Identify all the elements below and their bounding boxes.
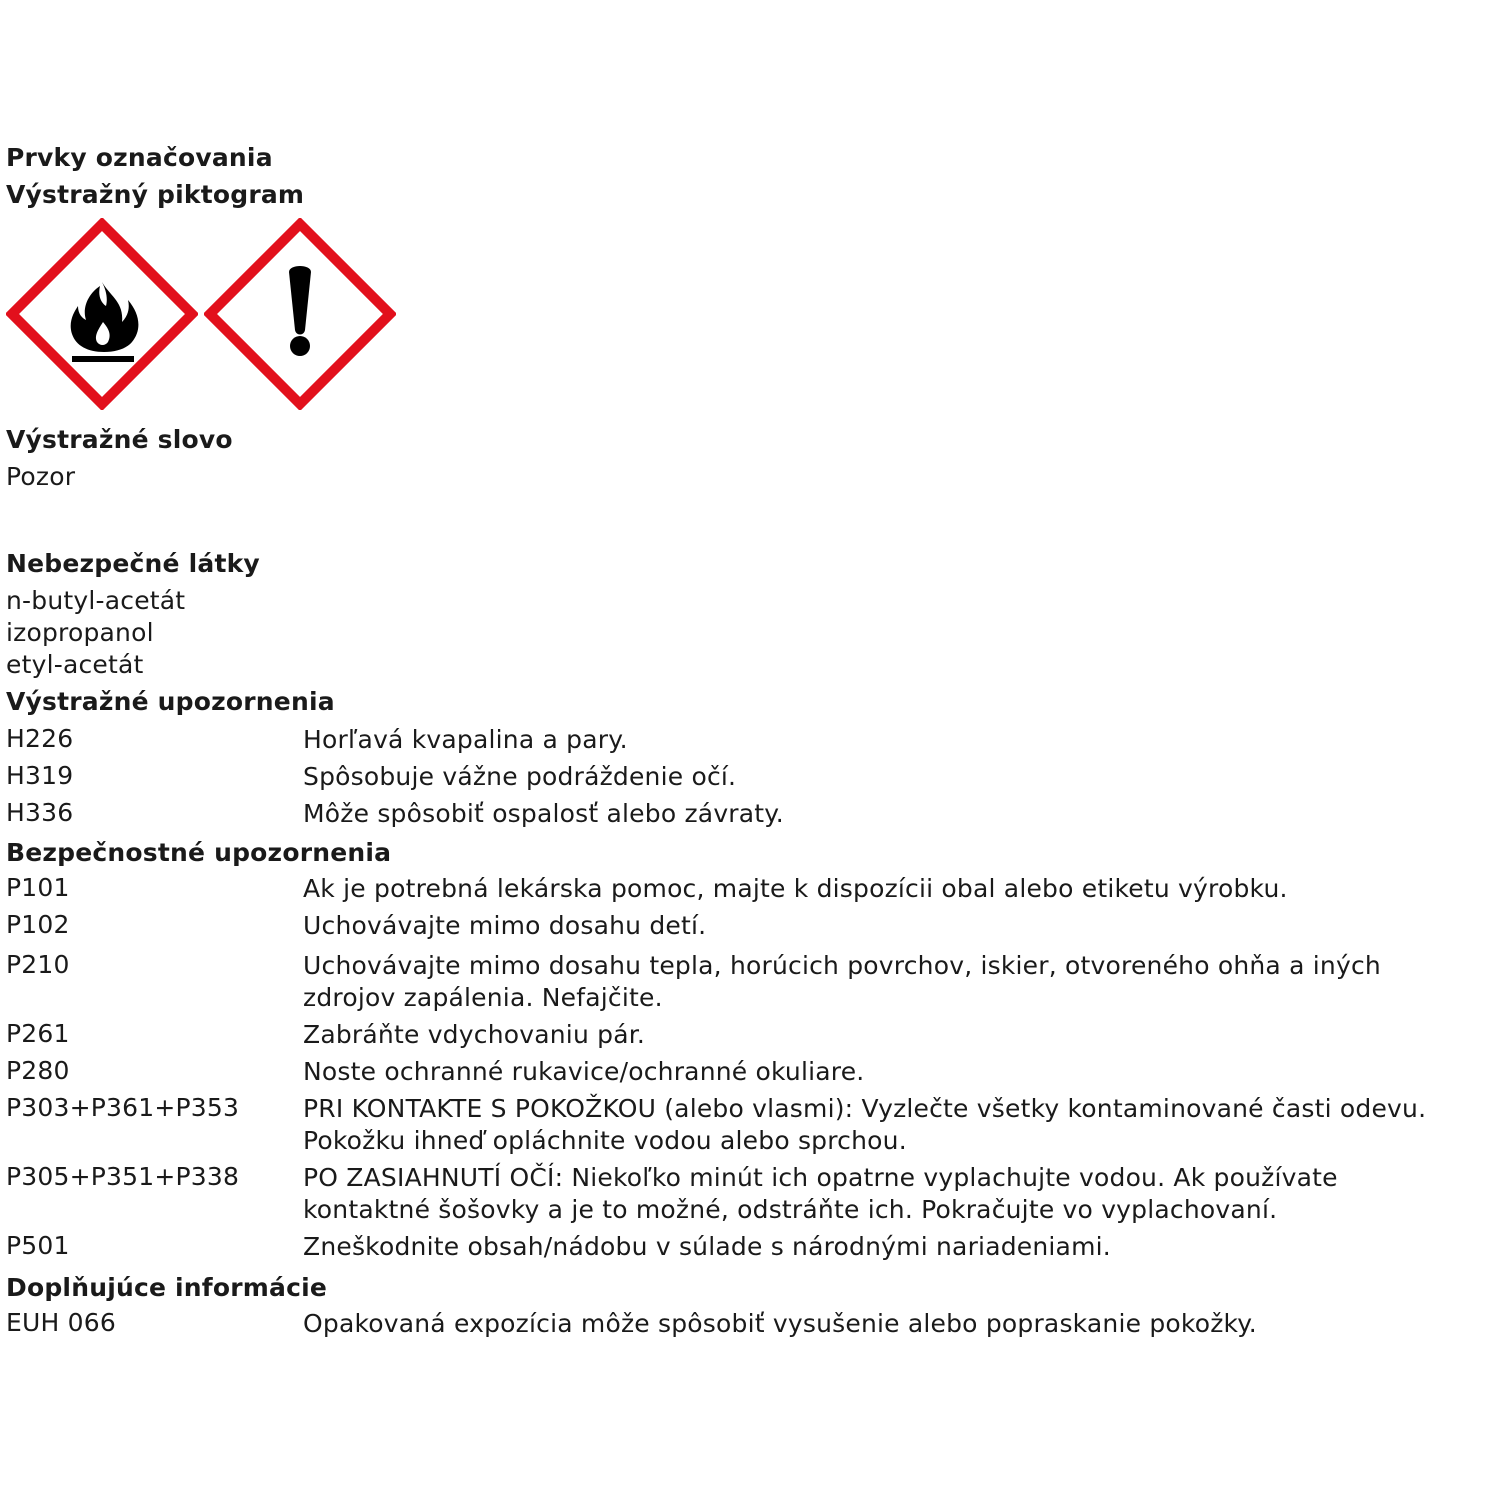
statement-text: Noste ochranné rukavice/ochranné okuliare. [303,1057,865,1086]
exclamation-mark-icon [204,218,396,410]
statement-code: P101 [6,873,70,902]
statement-code: P261 [6,1019,70,1048]
hazardous-substance: izopropanol [6,618,154,647]
signal-word-heading: Výstražné slovo [6,425,233,454]
statement-text: Zabráňte vdychovaniu pár. [303,1020,646,1049]
signal-word: Pozor [6,462,76,491]
statement-text: Horľavá kvapalina a pary. [303,725,628,754]
statement-text: PRI KONTAKTE S POKOŽKOU (alebo vlasmi): Vyzlečte všetky kontaminované časti odevu. Pokožku ihneď opláchnite vodou alebo sprchou. [303,1094,1427,1155]
section-title: Prvky označovania [6,143,273,172]
statement-text: Zneškodnite obsah/nádobu v súlade s národnými nariadeniami. [303,1232,1111,1261]
statement-code: P102 [6,910,70,939]
statement-code: EUH 066 [6,1308,116,1337]
statement-code: H336 [6,798,74,827]
hazardous-substance: etyl-acetát [6,650,144,679]
statement-text: Ak je potrebná lekárska pomoc, majte k dispozícii obal alebo etiketu výrobku. [303,874,1288,903]
statement-code: H226 [6,724,74,753]
statement-code: P303+P361+P353 [6,1093,240,1122]
statement-code: P501 [6,1231,70,1260]
statement-code: P305+P351+P338 [6,1162,240,1191]
statement-code: P280 [6,1056,70,1085]
precautionary-statements-heading: Bezpečnostné upozornenia [6,838,392,867]
statement-text: Opakovaná expozícia môže spôsobiť vysušenie alebo popraskanie pokožky. [303,1309,1257,1338]
hazardous-substance: n-butyl-acetát [6,586,186,615]
hazardous-substances-heading: Nebezpečné látky [6,549,260,578]
hazard-statements-heading: Výstražné upozornenia [6,687,335,716]
statement-code: P210 [6,950,70,979]
flame-icon [6,218,198,410]
statement-text: Môže spôsobiť ospalosť alebo závraty. [303,799,784,828]
statement-text: Spôsobuje vážne podráždenie očí. [303,762,737,791]
pictogram-heading: Výstražný piktogram [6,180,305,209]
statement-text: Uchovávajte mimo dosahu tepla, horúcich povrchov, iskier, otvoreného ohňa a iných zdrojov zapálenia. Nefajčite. [303,951,1381,1012]
statement-text: Uchovávajte mimo dosahu detí. [303,911,707,940]
statement-code: H319 [6,761,74,790]
statement-text: PO ZASIAHNUTÍ OČÍ: Niekoľko minút ich opatrne vyplachujte vodou. Ak používate kontaktné šošovky a je to možné, odstráňte ich. Pokračujte vo vyplachovaní. [303,1163,1338,1224]
supplementary-heading: Doplňujúce informácie [6,1273,328,1302]
